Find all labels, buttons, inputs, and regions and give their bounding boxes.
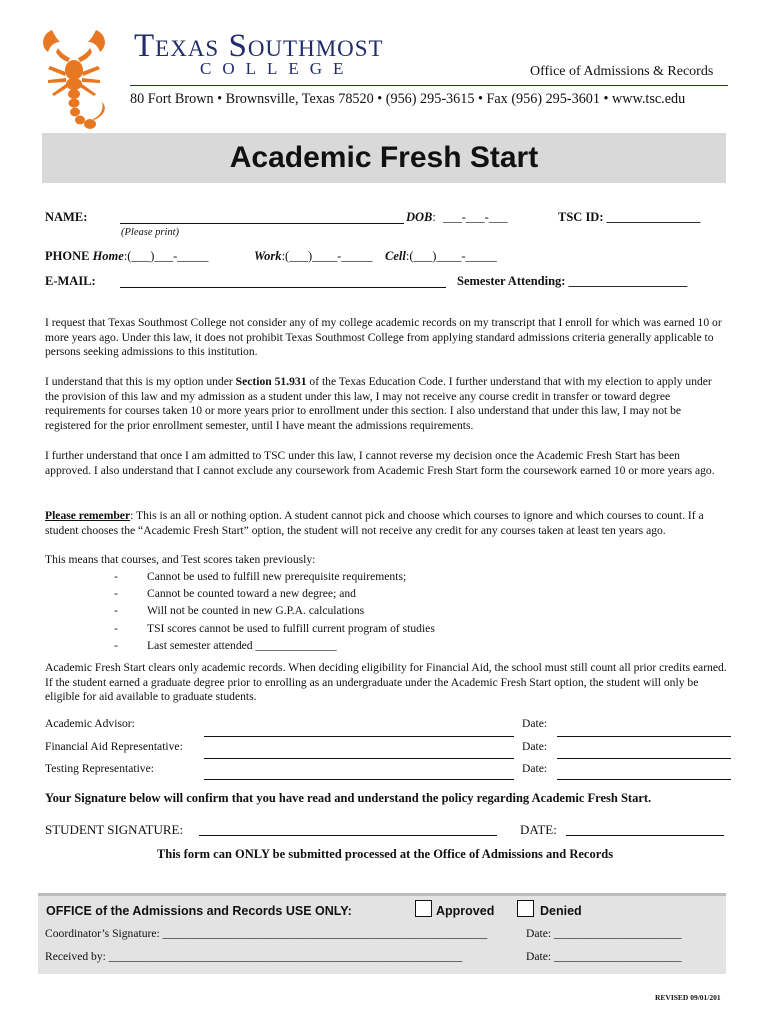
dob-template: ___-___-___ — [443, 210, 508, 224]
financial-aid-label: Financial Aid Representative: — [45, 740, 183, 753]
home-label: Home — [92, 249, 124, 263]
academic-advisor-signature-line[interactable] — [204, 736, 514, 737]
list-item: - Cannot be counted toward a new degree; and — [114, 587, 356, 601]
title-band — [42, 133, 726, 183]
phone-label: PHONE — [45, 249, 90, 263]
financial-aid-signature-line[interactable] — [204, 758, 514, 759]
work-label: Work — [254, 249, 282, 263]
name-label: NAME: — [45, 210, 88, 224]
testing-rep-signature-line[interactable] — [204, 779, 514, 780]
list-item: - Will not be counted in new G.P.A. calculations — [114, 604, 365, 618]
name-field[interactable] — [120, 223, 404, 224]
received-label: Received by: — [45, 950, 106, 963]
address-line: 80 Fort Brown • Brownsville, Texas 78520 • (956) 295-3615 • Fax (956) 295-3601 • www.tsc.edu — [130, 91, 686, 107]
approved-label: Approved — [436, 904, 495, 918]
tsc-id-field[interactable]: TSC ID: _______________ — [558, 210, 701, 224]
remember-label: Please remember — [45, 509, 131, 522]
student-date-label: DATE: — [520, 822, 557, 837]
phone-row — [45, 249, 209, 264]
page-title: Academic Fresh Start — [229, 141, 539, 174]
received-date-field[interactable]: Date: ______________________ — [526, 950, 682, 963]
checkbox-icon — [517, 900, 534, 917]
student-signature-line[interactable] — [199, 835, 497, 836]
coordinator-date-field[interactable]: Date: ______________________ — [526, 927, 682, 940]
work-phone[interactable] — [254, 249, 373, 264]
please-print-note: (Please print) — [121, 227, 180, 238]
cell-phone[interactable] — [385, 249, 497, 264]
paragraph-5: Academic Fresh Start clears only academic records. When deciding eligibility for Financial Aid, the school must still count all prior credits earned. If the student earned a graduate degree prior to enrolling as an undergraduate under the Academic Fresh Start option, the student will only be eligible for aid available to graduate students. — [45, 661, 727, 704]
testing-rep-date-line[interactable] — [557, 779, 731, 780]
student-signature-label: STUDENT SIGNATURE: — [45, 822, 184, 837]
school-name: Texas Southmost — [134, 28, 384, 64]
email-field[interactable] — [120, 287, 446, 288]
college-word: COLLEGE — [200, 59, 355, 78]
home-phone-field[interactable]: :(___)___-_____ — [123, 249, 209, 263]
office-use-heading: OFFICE of the Admissions and Records USE ONLY: — [46, 904, 352, 918]
checkbox-icon — [415, 900, 432, 917]
revised-note: REVISED 09/01/201 — [655, 993, 721, 1002]
denied-label: Denied — [540, 904, 582, 918]
received-by-field[interactable]: Received by: _____________________________________________________________ — [45, 950, 463, 963]
confirm-text: Your Signature below will confirm that you have read and understand the policy regarding Academic Fresh Start. — [45, 791, 652, 805]
academic-advisor-date-line[interactable] — [557, 736, 731, 737]
cell-label: Cell — [385, 249, 406, 263]
list-item: - TSI scores cannot be used to fulfill current program of studies — [114, 621, 435, 635]
dob-field[interactable]: DOB: ___-___-___ — [406, 210, 508, 224]
paragraph-1: I request that Texas Southmost College not consider any of my college academic records on my transcript that I enroll for which was earned 10 or more years ago. Under this law, it does not prohibit Texas Southmost College from applying standard admissions criteria generally applicable to persons seeking admissions to this institution. — [45, 316, 722, 359]
financial-aid-date-line[interactable] — [557, 758, 731, 759]
academic-advisor-date-label: Date: — [522, 717, 548, 730]
office-name: Office of Admissions & Records — [530, 64, 714, 79]
paragraph-3: I further understand that once I am admitted to TSC under this law, I cannot reverse my decision once the Academic Fresh Start has been approved. I also understand that I cannot exclude any coursework from Academic Fresh Start form the coursework earned 10 or more years ago. — [45, 449, 715, 477]
scorpion-logo-icon — [38, 24, 128, 136]
denied-checkbox[interactable] — [517, 900, 534, 922]
college-logo — [38, 24, 128, 136]
means-text: This means that courses, and Test scores taken previously: — [45, 553, 316, 566]
approved-checkbox[interactable] — [415, 900, 432, 922]
cell-phone-field[interactable]: :(___)____-_____ — [405, 249, 497, 263]
academic-advisor-label: Academic Advisor: — [45, 717, 135, 730]
paragraph-2: I understand that this is my option under Section 51.931 of the Texas Education Code. I further understand that with my election to apply under the provision of this law and my admission as a student under this law, I may not receive any course credit in transfer or toward degree requirements for courses taken 10 or more years prior to enrollment under this section. I also understand that under this law, I may not be registered for the prior enrollment semester, until I have meant the admissions requirements. — [45, 375, 712, 432]
list-item: - Last semester attended ______________ — [114, 638, 337, 652]
student-date-line[interactable] — [566, 835, 724, 836]
bullet-list — [114, 570, 435, 656]
submit-note: This form can ONLY be submitted processed at the Office of Admissions and Records — [156, 847, 614, 861]
email-label: E-MAIL: — [45, 274, 96, 288]
list-item: - Cannot be used to fulfill new prerequisite requirements; — [114, 570, 407, 583]
semester-field[interactable]: Semester Attending: ___________________ — [457, 274, 688, 288]
testing-rep-date-label: Date: — [522, 762, 548, 775]
paragraph-remember: Please remember: This is an all or nothing option. A student cannot pick and choose which courses to ignore and which courses to count. If a student chooses the “Academic Fresh Start” option, the student will not receive any credit for any courses taken at least ten years ago. — [45, 509, 704, 537]
work-phone-field[interactable]: :(___)____-_____ — [281, 249, 373, 263]
financial-aid-date-label: Date: — [522, 740, 548, 753]
testing-rep-label: Testing Representative: — [45, 762, 154, 775]
dob-label: DOB — [406, 210, 433, 224]
header-rule — [130, 85, 728, 86]
section-ref: Section 51.931 — [235, 375, 307, 388]
coordinator-label: Coordinator’s Signature: — [45, 927, 160, 940]
coordinator-signature-field[interactable]: Coordinator’s Signature: ________________________________________________________ — [45, 927, 488, 940]
